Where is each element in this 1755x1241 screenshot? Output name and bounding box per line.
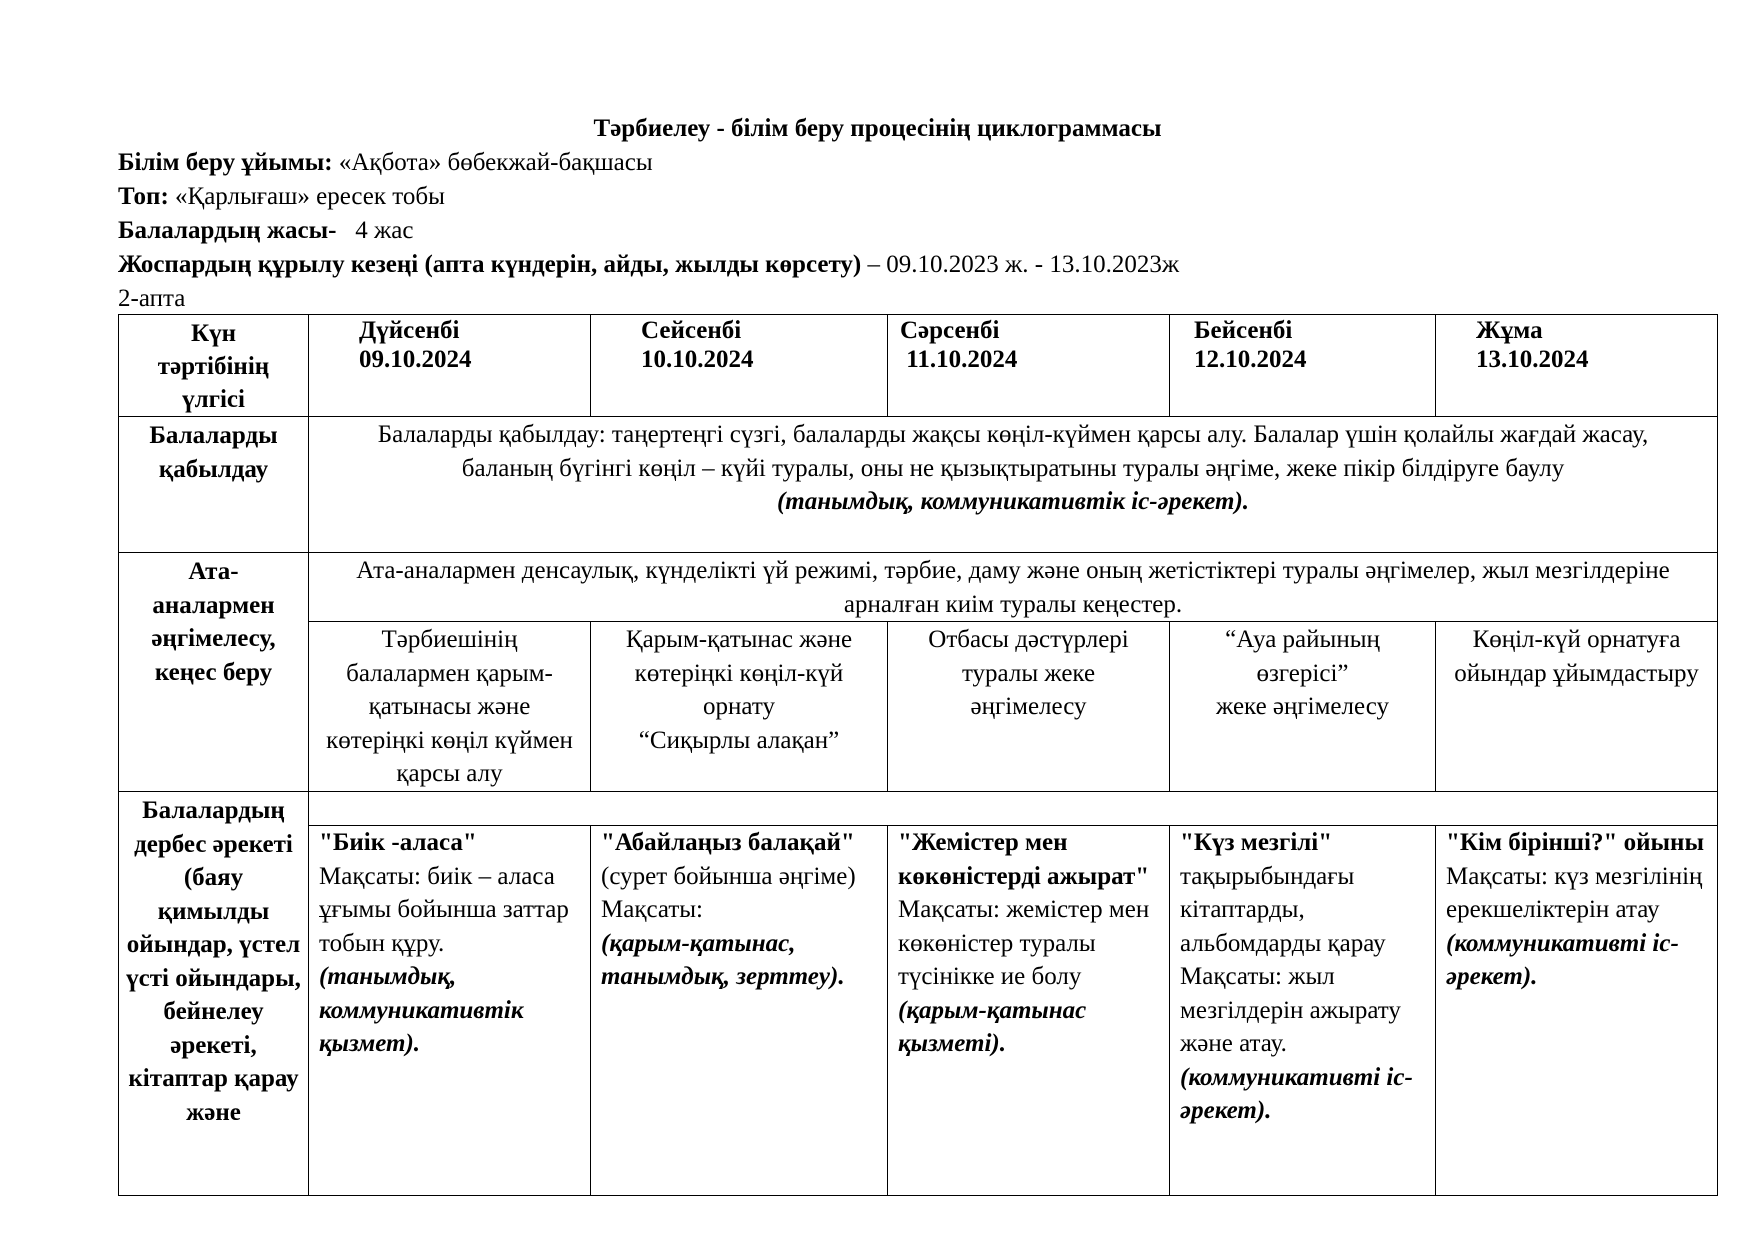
- week-label: 2-апта: [118, 285, 186, 312]
- activity-cell-thu: [1170, 826, 1436, 1196]
- org-label: Білім беру ұйымы:: [118, 149, 333, 176]
- parents-label: [119, 553, 309, 792]
- activity-note: (қарым-қатынас қызметі).: [898, 996, 1087, 1057]
- age-label: Балалардың жасы-: [118, 217, 337, 244]
- day-date: 09.10.2024: [359, 346, 472, 373]
- day-date: 12.10.2024: [1194, 346, 1307, 373]
- activity-cell-tue: [591, 826, 888, 1196]
- activity-cell-mon: [309, 826, 591, 1196]
- corner-header: [119, 315, 309, 417]
- parents-row: [119, 553, 1718, 622]
- activity-title: "Күз мезгілі": [1180, 829, 1333, 856]
- activity-body: (сурет бойынша әңгіме) Мақсаты:: [601, 862, 856, 923]
- group-value: «Қарлығаш» ересек тобы: [168, 183, 445, 210]
- group-label: Топ:: [118, 183, 169, 210]
- activity-body: Мақсаты: жемістер мен көкөністер туралы түсінікке ие болу: [898, 896, 1150, 990]
- day-date: 11.10.2024: [900, 346, 1018, 373]
- period-line: [118, 250, 1179, 280]
- age-line: [118, 216, 413, 246]
- parents-cell-text: Көңіл-күй орнатуға ойындар ұйымдастыру: [1454, 626, 1699, 687]
- activity-title: "Жемістер мен көкөністерді ажырат": [898, 829, 1150, 890]
- activity-note: (коммуникативті іс-әрекет).: [1180, 1063, 1413, 1124]
- day-header-wed: [888, 315, 1170, 417]
- activity-body: Мақсаты: күз мезгілінің ерекшеліктерін атау: [1446, 862, 1703, 923]
- parents-cell-text: Тәрбиешінің балалармен қарым-қатынасы және көтеріңкі көңіл күймен қарсы алу: [326, 626, 573, 787]
- parents-cell-fri: [1436, 622, 1718, 792]
- activity-note: (танымдық, коммуникативтік қызмет).: [319, 963, 524, 1057]
- day-name: Сейсенбі: [641, 317, 742, 344]
- cyclogram-table: [118, 314, 1718, 1196]
- day-header-fri: [1436, 315, 1718, 417]
- parents-general-cell: [309, 553, 1718, 622]
- parents-cell-text: Отбасы дәстүрлері туралы жеке әңгімелесу: [928, 626, 1129, 720]
- day-header-mon: [309, 315, 591, 417]
- parents-cell-mon: [309, 622, 591, 792]
- activity-title: "Биік -аласа": [319, 829, 477, 856]
- activity-row: [119, 826, 1718, 1196]
- day-date: 10.10.2024: [641, 346, 754, 373]
- activity-body: тақырыбындағы кітаптарды, альбомдарды қарау Мақсаты: жыл мезгілдерін ажырату және атау.: [1180, 862, 1401, 1057]
- reception-row: [119, 417, 1718, 553]
- day-header-thu: [1170, 315, 1436, 417]
- org-line: [118, 148, 653, 178]
- parents-cell-tue: [591, 622, 888, 792]
- page-title: Тәрбиелеу - білім беру процесінің циклограммасы: [593, 115, 1162, 142]
- activity-body: Мақсаты: биік – аласа ұғымы бойынша заттар тобын құру.: [319, 862, 569, 957]
- header-row: [119, 315, 1718, 417]
- activity-cell-fri: [1436, 826, 1718, 1196]
- group-line: [118, 182, 445, 212]
- parents-cell-wed: [888, 622, 1170, 792]
- parents-cell-thu: [1170, 622, 1436, 792]
- day-name: Бейсенбі: [1194, 317, 1293, 344]
- reception-text: Балаларды қабылдау: таңертеңгі сүзгі, балаларды жақсы көңіл-күймен қарсы алу. Балалар үшін қолайлы жағдай жасау, баланың бүгінгі көңіл – күйі туралы, оны не қызықтыратыны туралы әңгіме, жеке пікір білдіруге баулу: [377, 421, 1649, 482]
- day-header-tue: [591, 315, 888, 417]
- parents-label-text: Ата-аналармен әңгімелесу, кеңес беру: [151, 558, 276, 686]
- parents-days-row: [119, 622, 1718, 792]
- activity-cell-wed: [888, 826, 1170, 1196]
- reception-cell: [309, 417, 1718, 553]
- reception-label: [119, 417, 309, 553]
- activity-note: (коммуникативті іс-әрекет).: [1446, 929, 1679, 990]
- period-value: – 09.10.2023 ж. - 13.10.2023ж: [861, 251, 1180, 278]
- org-value: «Ақбота» бөбекжай-бақшасы: [332, 149, 653, 176]
- activity-note: (қарым-қатынас, танымдық, зерттеу).: [601, 929, 845, 990]
- activity-label: [119, 792, 309, 1196]
- activity-label-text: Балалардың дербес әрекеті (баяу қимылды ойындар, үстел үсті ойындары, бейнелеу әрекеті, кітаптар қарау және: [126, 797, 301, 1126]
- parents-cell-text: Қарым-қатынас және көтеріңкі көңіл-күй орнату “Сиқырлы алақан”: [625, 626, 853, 754]
- age-value: 4 жас: [336, 217, 414, 244]
- reception-note: (танымдық, коммуникативтік іс-әрекет).: [776, 488, 1250, 515]
- day-date: 13.10.2024: [1476, 346, 1589, 373]
- activity-spacer-cell: [309, 792, 1718, 826]
- day-name: Жұма: [1476, 317, 1543, 344]
- activity-title: "Кім бірінші?" ойыны: [1446, 829, 1704, 856]
- period-label: Жоспардың құрылу кезеңі (апта күндерін, айды, жылды көрсету): [118, 251, 862, 278]
- activity-title: "Абайлаңыз балақай": [601, 829, 855, 856]
- parents-cell-text: “Ауа райының өзгерісі” жеке әңгімелесу: [1216, 626, 1389, 720]
- day-name: Сәрсенбі: [900, 317, 1000, 344]
- parents-general-text: Ата-аналармен денсаулық, күнделікті үй режимі, тәрбие, даму және оның жетістіктері туралы әңгімелер, жыл мезгілдеріне арналған киім туралы кеңестер.: [356, 557, 1670, 618]
- day-name: Дүйсенбі: [359, 317, 460, 344]
- corner-header-text: Күн тәртібінің үлгісі: [157, 320, 270, 413]
- reception-label-text: Балаларды қабылдау: [149, 422, 278, 483]
- activity-spacer-row: [119, 792, 1718, 826]
